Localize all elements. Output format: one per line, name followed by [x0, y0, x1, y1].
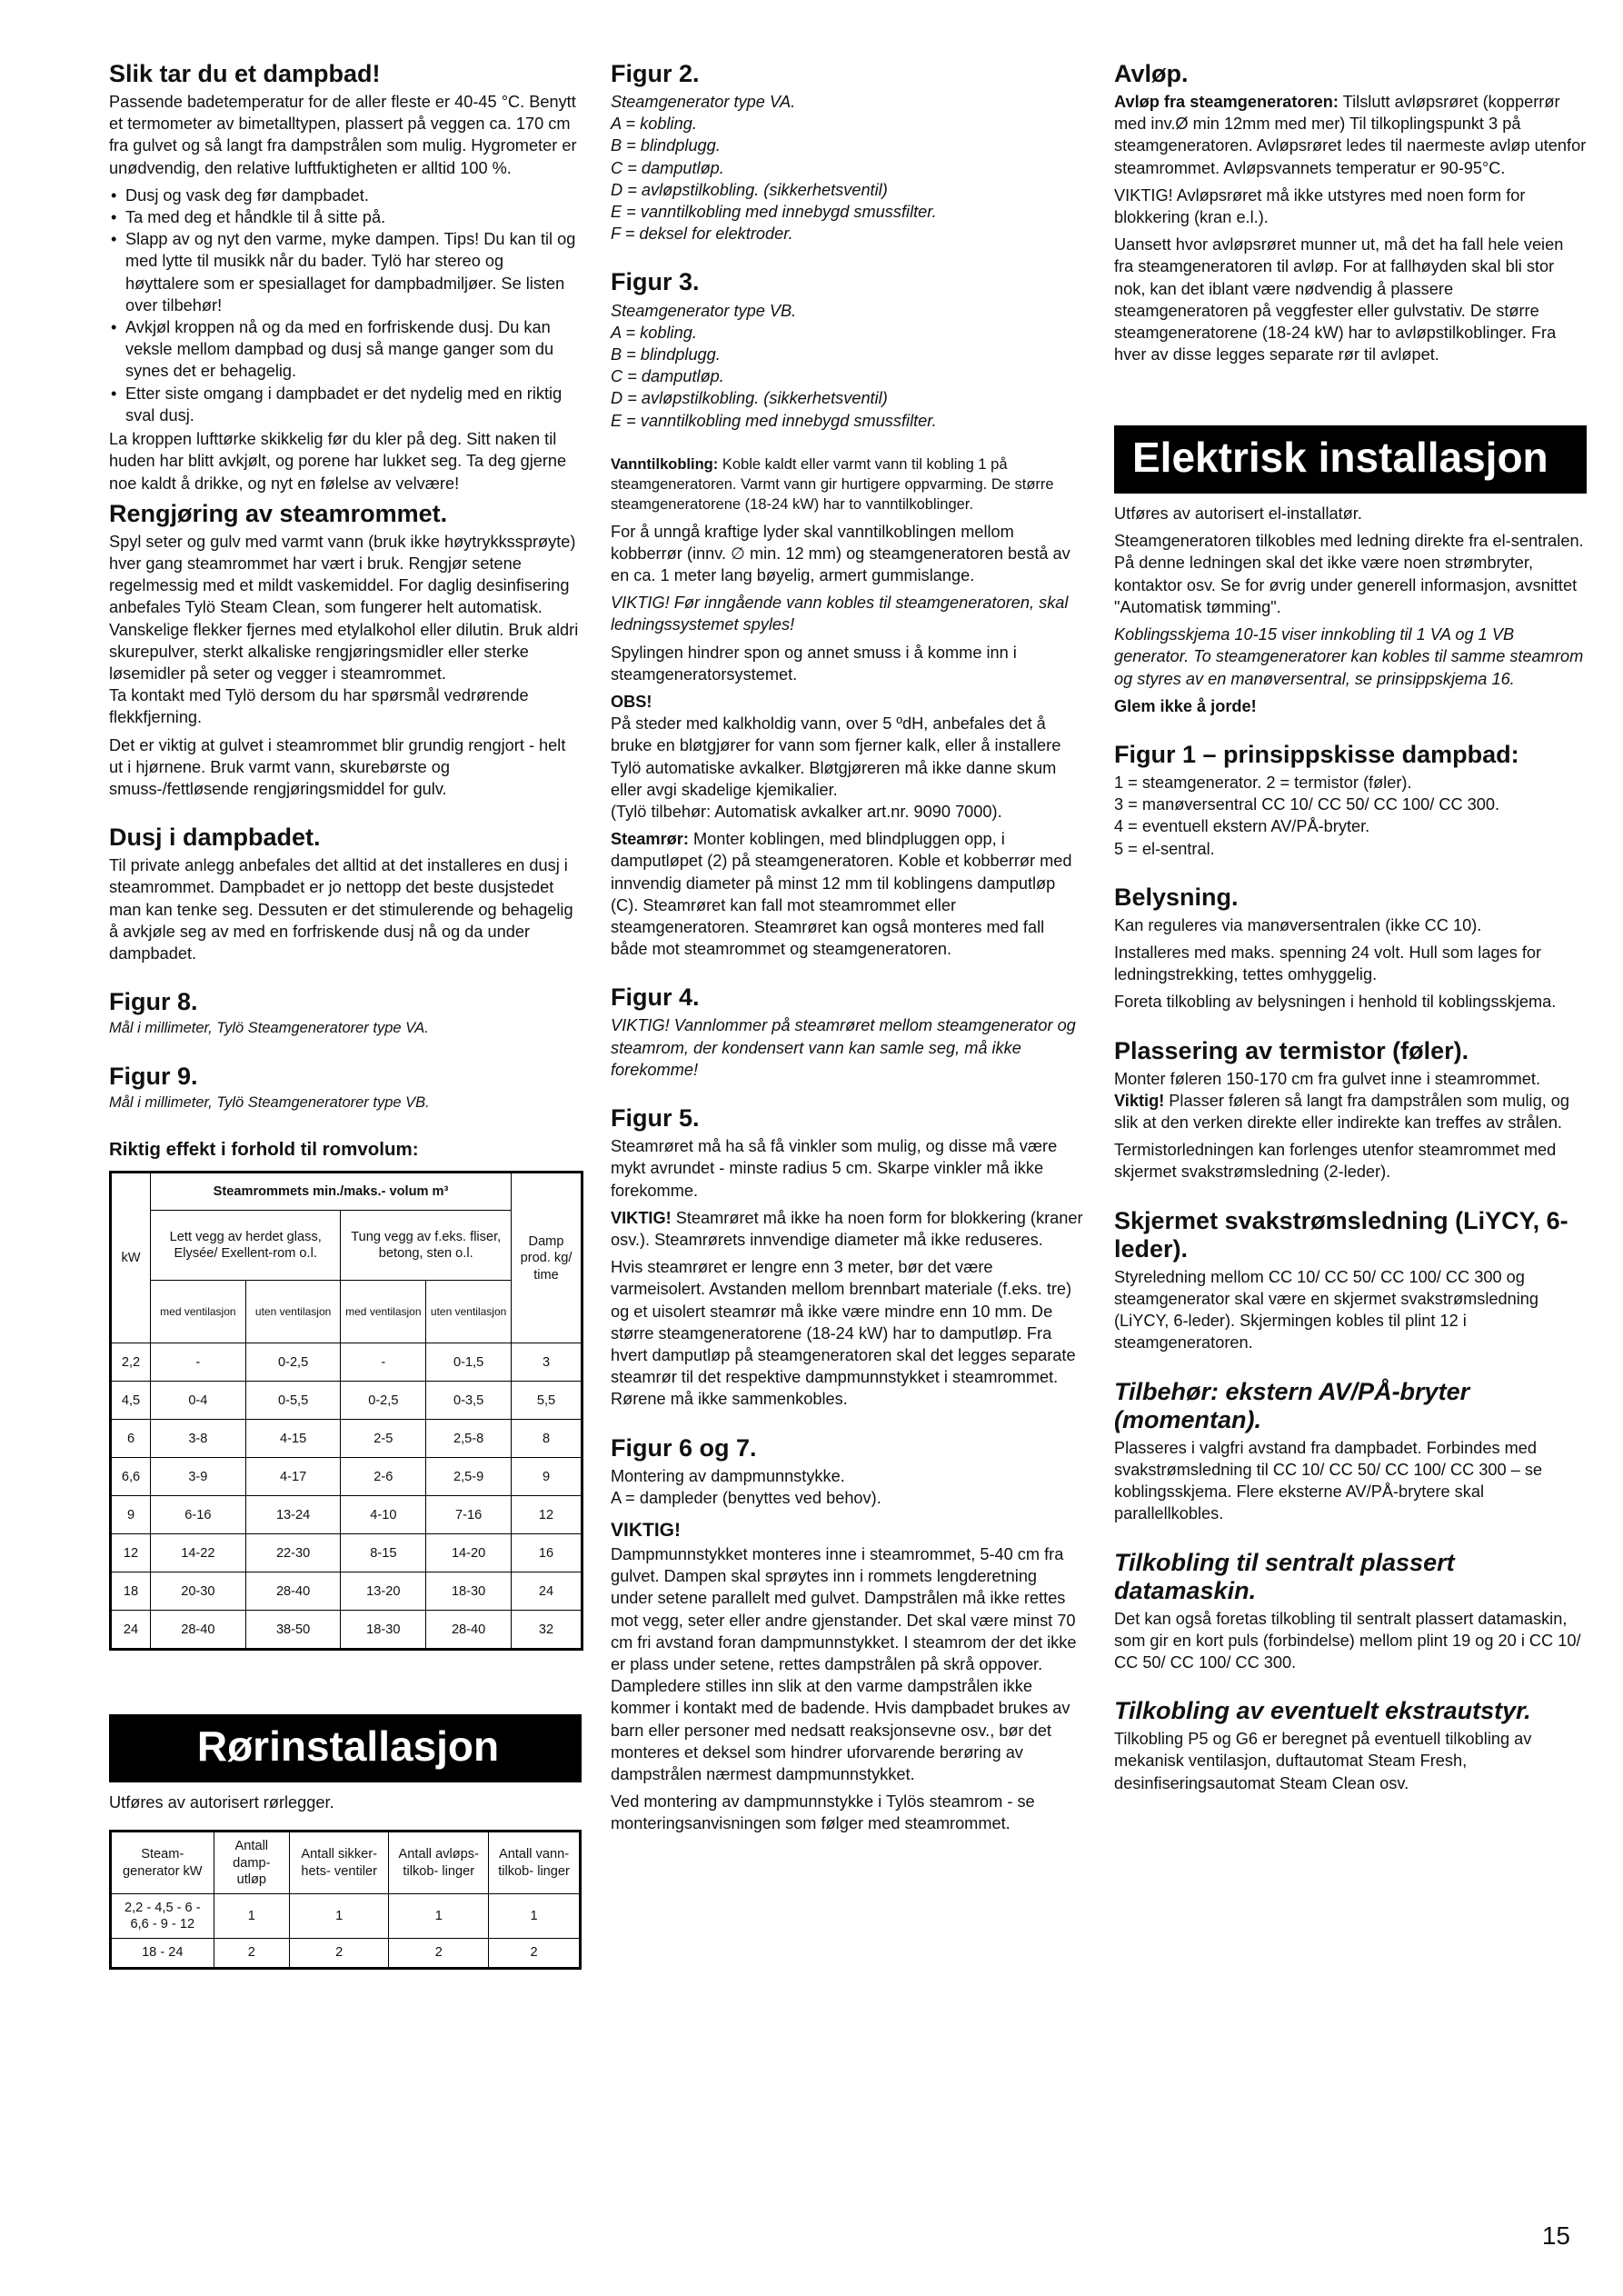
table-cell: 1 [389, 1893, 489, 1938]
legend-figur-1 [1114, 772, 1587, 860]
table-cell: 2,2 - 4,5 - 6 - 6,6 - 9 - 12 [111, 1893, 214, 1938]
table-header-cell: Antall damp- utløp [214, 1832, 289, 1894]
table-cell: 3-8 [151, 1420, 246, 1458]
heading-figur-4: Figur 4. [611, 983, 700, 1012]
legend-line: 3 = manøversentral CC 10/ CC 50/ CC 100/ CC 300. [1114, 795, 1500, 814]
table-cell: 20-30 [151, 1572, 246, 1611]
label-steamror: Steamrør: [611, 830, 689, 849]
paragraph-montering-tylo: Ved montering av dampmunnstykke i Tylös steamrom - se monteringsanvisningen som følger med steamrommet. [611, 1792, 1035, 1833]
table-cell: 2 [389, 1939, 489, 1968]
paragraph-termistor-2: Termistorledningen kan forlenges utenfor steamrommet med skjermet svakstrømsledning (2-leder). [1114, 1141, 1557, 1182]
paragraph-ror: Utføres av autorisert rørlegger. [109, 1793, 334, 1812]
label-obs: OBS! [611, 692, 652, 711]
heading-figur-5: Figur 5. [611, 1104, 700, 1133]
page-number: 15 [1541, 2221, 1570, 2250]
paragraph-viktig-spyling: VIKTIG! Før inngående vann kobles til steamgeneratoren, skal ledningssystemet spyles! [611, 594, 1069, 634]
table-header-med-ventilasjon: med ventilasjon [151, 1281, 246, 1343]
bullet-list [109, 185, 582, 426]
table-cell: 0-5,5 [245, 1382, 341, 1420]
table-cell: 0-3,5 [426, 1382, 512, 1420]
table-header-lett-vegg: Lett vegg av herdet glass, Elysée/ Exellent-rom o.l. [151, 1211, 341, 1281]
heading-termistor: Plassering av termistor (føler). [1114, 1036, 1469, 1064]
table-cell: 18 - 24 [111, 1939, 214, 1968]
table-row [111, 1458, 582, 1496]
table-cell: 1 [214, 1893, 289, 1938]
heading-dusj: Dusj i dampbadet. [109, 824, 321, 852]
caption-line: D = avløpstilkobling. (sikkerhetsventil) [611, 180, 888, 199]
paragraph-rengjoring-3: Det er viktig at gulvet i steamrommet blir grundig rengjort - helt ut i hjørnene. Bruk varmt vann, skurebørste og smuss-/fettløsende rengjøringsmiddel for gulv. [109, 735, 566, 798]
table-cell: 38-50 [245, 1611, 341, 1650]
table-row [111, 1343, 582, 1382]
caption-line: C = damputløp. [611, 367, 724, 386]
table-cell: 28-40 [426, 1611, 512, 1650]
paragraph-koblingsskjema: Koblingsskjema 10-15 viser innkobling til 1 VA og 1 VB generator. To steamgeneratorer kan kobles til samme steamrom og styres av en manøversentral, se prinsippskjema 16. [1114, 625, 1584, 688]
table-cell: 3 [512, 1343, 582, 1382]
table-cell: 4-15 [245, 1420, 341, 1458]
paragraph-figur-5: Steamrøret må ha så få vinkler som mulig, og disse må være mykt avrundet - minste radius 5 cm. Skarpe vinkler må ikke forekomme. [611, 1137, 1058, 1200]
heading-figur-9: Figur 9. [109, 1063, 198, 1091]
table-cell: 2,5-8 [426, 1420, 512, 1458]
table-cell: 18 [111, 1572, 151, 1611]
table-cell: 6,6 [111, 1458, 151, 1496]
heading-avlop: Avløp. [1114, 60, 1189, 87]
table-cell: 18-30 [341, 1611, 426, 1650]
table-header-med-ventilasjon: med ventilasjon [341, 1281, 426, 1343]
caption-line: F = deksel for elektroder. [611, 225, 793, 244]
paragraph-datamaskin: Det kan også foretas tilkobling til sentralt plassert datamaskin, som gir en kort puls (forbindelse) mellom plint 19 og 20 i CC 10/ CC 50/ CC 100/ CC 300. [1114, 1609, 1581, 1672]
table-cell: 0-4 [151, 1382, 246, 1420]
table-cell: 0-1,5 [426, 1343, 512, 1382]
caption-line: A = kobling. [611, 323, 697, 342]
caption-line: B = blindplugg. [611, 344, 721, 364]
heading-figur-8: Figur 8. [109, 988, 198, 1016]
heading-belysning: Belysning. [1114, 883, 1239, 911]
table-row [111, 1496, 582, 1534]
table-cell: 6-16 [151, 1496, 246, 1534]
table-effekt-romvolum [109, 1171, 583, 1651]
paragraph-viktig-blokkering [611, 1207, 1083, 1251]
table-cell: 5,5 [512, 1382, 582, 1420]
table-cell: 4,5 [111, 1382, 151, 1420]
table-header-kw: kW [111, 1173, 151, 1343]
table-cell: 2 [214, 1939, 289, 1968]
caption-figur-8: Mål i millimeter, Tylö Steamgeneratorer type VA. [109, 1020, 429, 1037]
table-cell: 16 [512, 1534, 582, 1572]
table-row [111, 1893, 581, 1938]
table-row [111, 1420, 582, 1458]
table-cell: 13-24 [245, 1496, 341, 1534]
list-item: • Ta med deg et håndkle til å sitte på. [109, 206, 582, 228]
table-cell: 12 [111, 1534, 151, 1572]
table-row [111, 1939, 581, 1968]
table-cell: 8 [512, 1420, 582, 1458]
paragraph-belysning-3: Foreta tilkobling av belysningen i henhold til koblingsskjema. [1114, 993, 1557, 1012]
table-header-uten-ventilasjon: uten ventilasjon [245, 1281, 341, 1343]
caption-line: B = blindplugg. [611, 136, 721, 155]
section-banner-elektrisk: Elektrisk installasjon [1114, 425, 1587, 494]
table-cell: 32 [512, 1611, 582, 1650]
table-cell: 14-22 [151, 1534, 246, 1572]
heading-skjermet: Skjermet svakstrømsledning (LiYCY, 6-leder). [1114, 1206, 1568, 1263]
label-viktig: Viktig! [1114, 1091, 1165, 1110]
table-row [111, 1534, 582, 1572]
table-rorinstallasjon [109, 1830, 582, 1969]
table-cell: 0-2,5 [341, 1382, 426, 1420]
caption-figur-2 [611, 91, 1083, 245]
table-header-row [111, 1832, 581, 1894]
legend-line: 1 = steamgenerator. 2 = termistor (føler). [1114, 773, 1412, 792]
table-row [111, 1572, 582, 1611]
heading-figur-1: Figur 1 – prinsippskisse dampbad: [1114, 740, 1519, 768]
table-body [111, 1893, 581, 1968]
heading-datamaskin: Tilkobling til sentralt plassert datamaskin. [1114, 1548, 1455, 1604]
paragraph-montering: Montering av dampmunnstykke. [611, 1466, 845, 1485]
column-left [109, 60, 582, 1970]
section-banner-rorinstallasjon: Rørinstallasjon [109, 1714, 582, 1782]
table-cell: 8-15 [341, 1534, 426, 1572]
text-vanntilkobling: Koble kaldt eller varmt vann til kobling 1 på steamgeneratoren. Varmt vann gir hurtigere oppvarming. De større steamgeneratorene (18-24 kW) har to vanntilkoblinger. [611, 455, 1054, 513]
paragraph-avlop [1114, 91, 1587, 179]
heading-tilbehor: Tilbehør: ekstern AV/PÅ-bryter (momentan). [1114, 1377, 1470, 1433]
table-header-cell: Antall sikker- hets- ventiler [290, 1832, 389, 1894]
table-cell: 2 [290, 1939, 389, 1968]
table-cell: 2,5-9 [426, 1458, 512, 1496]
table-header-tung-vegg: Tung vegg av f.eks. fliser, betong, sten o.l. [341, 1211, 512, 1281]
table-header-damp: Damp prod. kg/ time [512, 1173, 582, 1343]
table-cell: 18-30 [426, 1572, 512, 1611]
heading-figur-3: Figur 3. [611, 268, 700, 296]
paragraph-lufttorke: La kroppen lufttørke skikkelig før du kler på deg. Sitt naken til huden har blitt avkjølt, og porene har lukket seg. Ta deg gjerne noe kaldt å drikke, og nyt en følelse av velvære! [109, 430, 567, 493]
label-vanntilkobling: Vanntilkobling: [611, 455, 719, 473]
table-header-cell: Steam- generator kW [111, 1832, 214, 1894]
table-cell: 2,2 [111, 1343, 151, 1382]
paragraph-jorde: Glem ikke å jorde! [1114, 696, 1257, 715]
paragraph-dusj: Til private anlegg anbefales det alltid at det installeres en dusj i steamrommet. Dampbadet er jo nettopp det beste dusjstedet man kan tenke seg. Dessuten er det stimulerende og behagelig å avkjøle seg av med en forfriskende dusj nå og da under dampbadet. [109, 856, 573, 963]
paragraph-belysning-1: Kan reguleres via manøversentralen (ikke CC 10). [1114, 915, 1482, 934]
caption-line: C = damputløp. [611, 158, 724, 177]
paragraph-tilbehor: Plasseres i valgfri avstand fra dampbadet. Forbindes med svakstrømsledning til CC 10/ CC 50/ CC 100/ CC 300 – se koblingsskjema. Flere eksterne AV/PÅ-brytere skal parallellkobles. [1114, 1438, 1543, 1523]
table-cell: 3-9 [151, 1458, 246, 1496]
heading-figur-2: Figur 2. [611, 60, 700, 87]
heading-figur-6-7: Figur 6 og 7. [611, 1433, 757, 1462]
table-cell: - [341, 1343, 426, 1382]
caption-line: E = vanntilkobling med innebygd smussfilter. [611, 203, 937, 222]
list-item: • Avkjøl kroppen nå og da med en forfriskende dusj. Du kan veksle mellom dampbad og dusj så mange ganger som du synes det er behagelig. [109, 316, 582, 383]
paragraph-avlop-viktig: VIKTIG! Avløpsrøret må ikke utstyres med noen form for blokkering (kran e.l.). [1114, 185, 1526, 227]
table-cell: 14-20 [426, 1534, 512, 1572]
table-cell: 24 [512, 1572, 582, 1611]
caption-line: Steamgenerator type VB. [611, 301, 797, 320]
list-item: • Slapp av og nyt den varme, myke dampen. Tips! Du kan til og med lytte til musikk når du bader. Tylö har stereo og høyttalere som er spesiallaget for dampbadmiljøer. Se listen over tilbehør! [109, 228, 582, 316]
heading-ekstrautstyr: Tilkobling av eventuelt ekstrautstyr. [1114, 1697, 1531, 1725]
text-avlop: Tilslutt avløpsrøret (kopperrør med inv.Ø min 12mm med mer) Til tilkoplingspunkt 3 på steamgeneratoren. Avløpsrøret ledes til naermeste avløp utenfor steamrommet. Avløpsvannets temperatur er 90-95°C. [1114, 93, 1587, 177]
paragraph-skjermet: Styreledning mellom CC 10/ CC 50/ CC 100/ CC 300 og steamgenerator skal være en skjermet svakstrømsledning (LiYCY, 6-leder). Skjermingen kobles til plint 12 i steamgeneratoren. [1114, 1267, 1538, 1353]
table-cell: 12 [512, 1496, 582, 1534]
list-item: • Etter siste omgang i dampbadet er det nydelig med en riktig sval dusj. [109, 383, 582, 426]
table-cell: 9 [111, 1496, 151, 1534]
list-item: • Dusj og vask deg før dampbadet. [109, 185, 582, 206]
paragraph-figur-4: VIKTIG! Vannlommer på steamrøret mellom steamgenerator og steamrom, der kondensert vann kan samle seg, må ikke forekomme! [611, 1016, 1076, 1079]
column-middle [611, 60, 1083, 1841]
paragraph-steamror [611, 828, 1083, 960]
text-termistor-a: Monter føleren 150-170 cm fra gulvet inne i steamrommet. [1114, 1069, 1541, 1088]
paragraph-ekstrautstyr: Tilkobling P5 og G6 er beregnet på eventuell tilkobling av mekanisk ventilasjon, duftautomat Steam Fresh, desinfiseringsautomat Steam Clean osv. [1114, 1730, 1532, 1792]
text-viktig: Steamrøret må ikke ha noen form for blokkering (kraner osv.). Steamrørets innvendige diameter må ikke reduseres. [611, 1208, 1083, 1249]
label-viktig: VIKTIG! [611, 1208, 672, 1227]
paragraph-obs-tilbehor: (Tylö tilbehør: Automatisk avkalker art.nr. 9090 7000). [611, 802, 1002, 821]
paragraph-avlop-fall: Uansett hvor avløpsrøret munner ut, må det ha fall hele veien fra steamgeneratoren til avløp. For at fallhøyden skal bli stor nok, kan det iblant være nødvendig å plassere steamgeneratoren på veggfester eller gulvstativ. De større steamgeneratorene (18-24 kW) har to avløpstilkoblinger. Fra hver av disse legges separate rør til avløpet. [1114, 235, 1564, 364]
caption-figur-3 [611, 300, 1083, 432]
paragraph-dampmunnstykke: Dampmunnstykket monteres inne i steamrommet, 5-40 cm fra gulvet. Dampen skal sprøytes inn i rommets lengderetning under setene parallelt med gulvet. Dampstrålen må ikke rettes mot vegg, seter eller andre gjenstander. Det skal være minst 70 cm fri avstand foran dampmunnstykket. I steamrom der det ikke er plass under setene, rettes dampstrålen på skrå oppover. Dampledere stilles inn slik at den varme dampstrålen ikke kommer i kontakt med de badende. Hvis dampbadet brukes av barn eller personer med nedsatt reaksjonsevne osv., bør det monteres et deksel som hindrer uforvarende berøring av dampstrålen nærmest dampmunnstykket. [611, 1544, 1077, 1783]
table-cell: 7-16 [426, 1496, 512, 1534]
label-avlop: Avløp fra steamgeneratoren: [1114, 93, 1339, 112]
paragraph-obs: På steder med kalkholdig vann, over 5 ºdH, anbefales det å bruke en bløtgjører for vann som fjerner kalk, eller å installere Tylö automatiske avkalker. Bløtgjøreren må ikke danne skum eller avgi skadelige kjemikalier. [611, 714, 1061, 799]
table-cell: 28-40 [151, 1611, 246, 1650]
legend-line: 4 = eventuell ekstern AV/PÅ-bryter. [1114, 817, 1370, 836]
legend-line: 5 = el-sentral. [1114, 839, 1215, 858]
paragraph-lyder: For å unngå kraftige lyder skal vanntilkoblingen mellom kobberrør (innv. ∅ min. 12 mm) og steamgeneratoren bestå av en ca. 1 meter lang bøyelig, armert gummislange. [611, 522, 1070, 584]
paragraph-dampbad: Passende badetemperatur for de aller fleste er 40-45 °C. Benytt et termometer av bimetalltypen, plassert på veggen ca. 170 cm fra gulvet og så langt fra dampstrålen som mulig. Hygrometer er unødvendig, den relative luftfuktigheten er alltid 100 %. [109, 93, 577, 177]
table-header-uten-ventilasjon: uten ventilasjon [426, 1281, 512, 1343]
paragraph-rengjoring-1: Spyl seter og gulv med varmt vann (bruk ikke høytrykkssprøyte) hver gang steamrommet har vært i bruk. Rengjør setene regelmessig med et mildt vaskemiddel. For daglig desinfisering anbefales Tylö Steam Clean, som fungerer helt automatisk. Vanskelige flekker fjernes med etylalkohol eller dilutin. Bruk aldri skurepulver, sterkt alkaliske rengjøringsmidler eller sterke løsemidler på seter og vegger i steamrommet. [109, 532, 579, 683]
heading-viktig: VIKTIG! [611, 1520, 681, 1541]
caption-line: A = kobling. [611, 115, 697, 134]
table-cell: 1 [489, 1893, 581, 1938]
table-cell: 9 [512, 1458, 582, 1496]
paragraph-el-tilkobling: Steamgeneratoren tilkobles med ledning direkte fra el-sentralen. På denne ledningen skal det ikke være noen strømbryter, kontaktor osv. Se for øvrig under generell informasjon, avsnittet "Automatisk tømming". [1114, 532, 1584, 616]
caption-figur-9: Mål i millimeter, Tylö Steamgeneratorer type VB. [109, 1094, 430, 1112]
caption-line: D = avløpstilkobling. (sikkerhetsventil) [611, 389, 888, 408]
paragraph-el-autorisert: Utføres av autorisert el-installatør. [1114, 504, 1362, 524]
text-steamror: Monter koblingen, med blindpluggen opp, i damputløpet (2) på steamgeneratoren. Koble et kobberrør med innvendig diameter på minst 12 mm til koblingens damputløp (C). Steamrøret kan fall mot steamrommet eller steamgeneratoren. Steamrøret kan også monteres med fall både mot steamrommet og steamgeneratoren. [611, 830, 1072, 959]
caption-line: Steamgenerator type VA. [611, 93, 796, 112]
table-body [111, 1343, 582, 1650]
table-cell: 1 [290, 1893, 389, 1938]
table-header-volum: Steamrommets min./maks.- volum m³ [151, 1173, 512, 1211]
paragraph-termistor-1 [1114, 1068, 1587, 1134]
table-cell: 4-17 [245, 1458, 341, 1496]
table-header-cell: Antall avløps- tilkob- linger [389, 1832, 489, 1894]
text-termistor-c: Plasser føleren så langt fra dampstrålen som mulig, og slik at den verken direkte eller indirekte kan treffes av strålen. [1114, 1091, 1570, 1133]
caption-line: E = vanntilkobling med innebygd smussfilter. [611, 411, 937, 430]
table-row [111, 1382, 582, 1420]
table-row [111, 1611, 582, 1650]
table-header-cell: Antall vann- tilkob- linger [489, 1832, 581, 1894]
paragraph-isolering: Hvis steamrøret er lengre enn 3 meter, bør det være varmeisolert. Avstanden mellom brennbart materiale (f.eks. tre) og et uisolert steamrør må ikke være mindre enn 10 mm. De større steamgeneratorene (18-24 kW) har to damputløp. Fra hvert damputløp på steamgeneratoren skal det legges separate steamrør til det respektive dampmunnstykket i steamrommet. Rørene må ikke sammenkobles. [611, 1258, 1076, 1409]
column-right [1114, 60, 1587, 1800]
paragraph-rengjoring-2: Ta kontakt med Tylö dersom du har spørsmål vedrørende flekkfjerning. [109, 686, 529, 727]
paragraph-spyling: Spylingen hindrer spon og annet smuss i å komme inn i steamgeneratorsystemet. [611, 643, 1017, 684]
table-cell: 2-5 [341, 1420, 426, 1458]
table-cell: 0-2,5 [245, 1343, 341, 1382]
table-cell: 28-40 [245, 1572, 341, 1611]
paragraph-vanntilkobling [611, 455, 1083, 515]
table-cell: 4-10 [341, 1496, 426, 1534]
table-cell: - [151, 1343, 246, 1382]
paragraph-dampleder: A = dampleder (benyttes ved behov). [611, 1488, 881, 1507]
table-cell: 13-20 [341, 1572, 426, 1611]
table-cell: 24 [111, 1611, 151, 1650]
heading-dampbad: Slik tar du et dampbad! [109, 60, 381, 87]
table-title-effekt: Riktig effekt i forhold til romvolum: [109, 1139, 419, 1161]
table-cell: 2 [489, 1939, 581, 1968]
heading-rengjoring: Rengjøring av steamrommet. [109, 499, 448, 527]
paragraph-belysning-2: Installeres med maks. spenning 24 volt. Hull som lages for ledningstrekking, tettes omhyggelig. [1114, 943, 1542, 984]
table-cell: 2-6 [341, 1458, 426, 1496]
table-cell: 6 [111, 1420, 151, 1458]
table-cell: 22-30 [245, 1534, 341, 1572]
